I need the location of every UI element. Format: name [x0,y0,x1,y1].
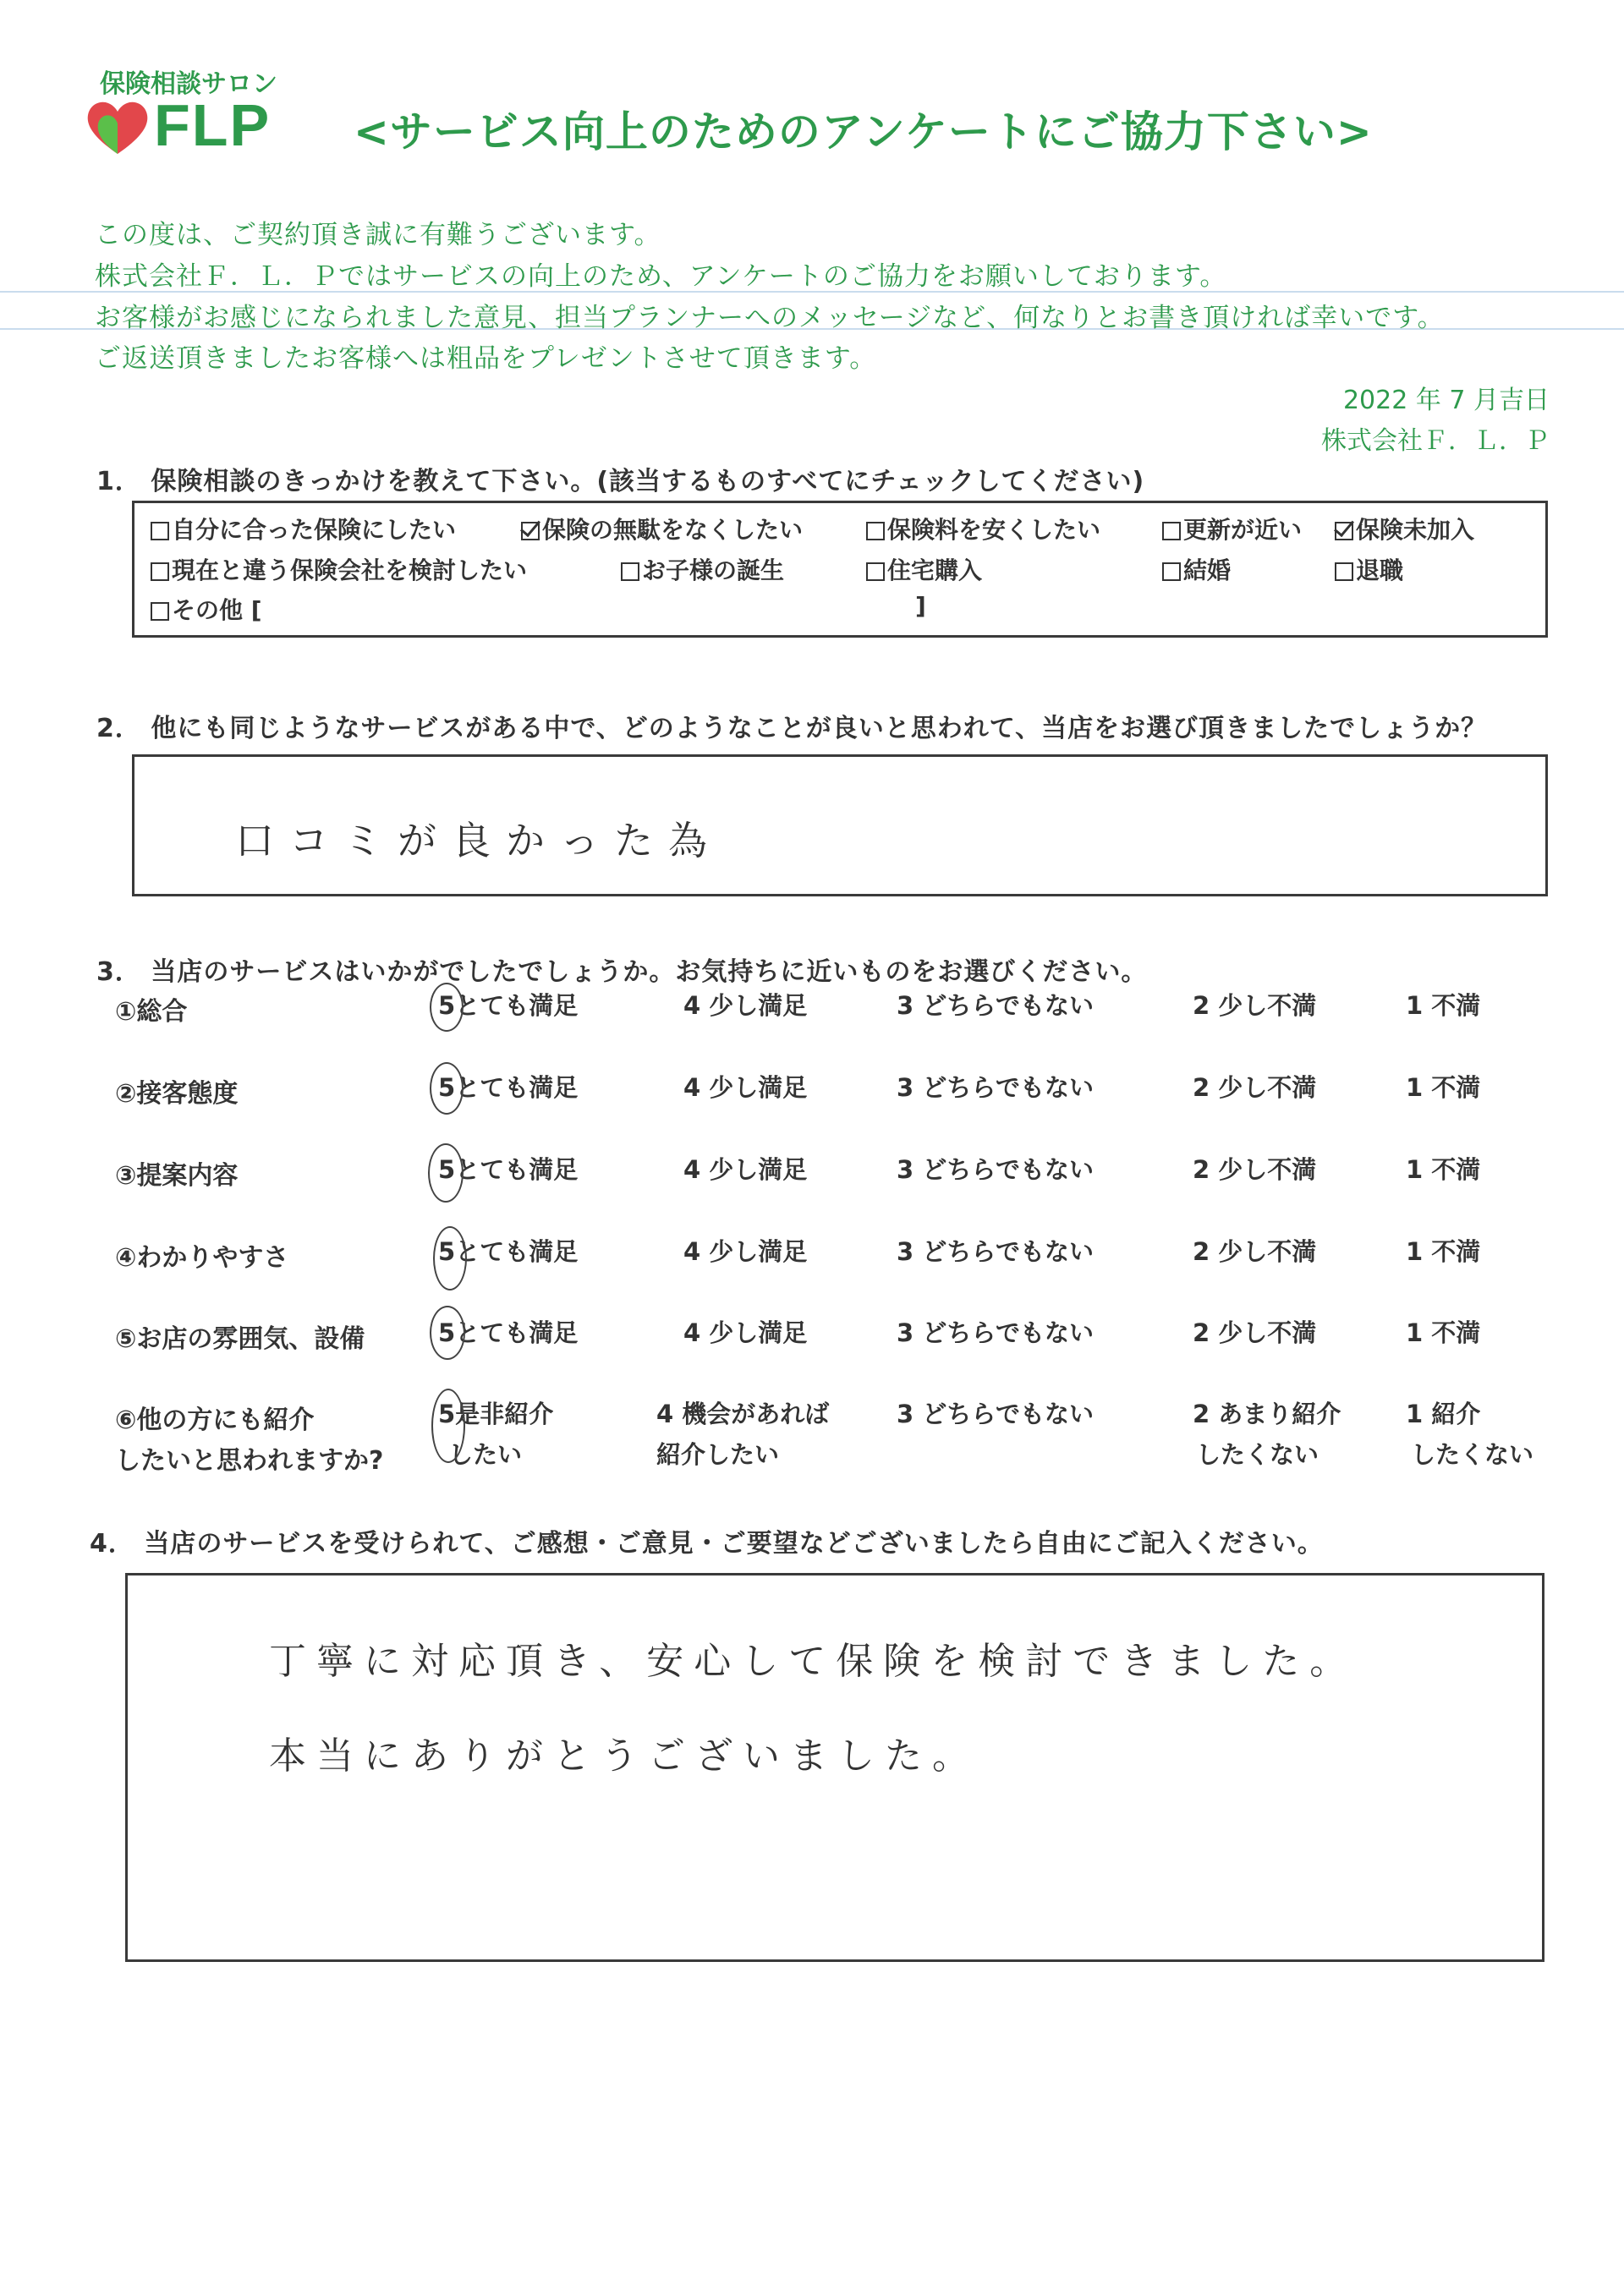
intro-line: 株式会社Ｆ．Ｌ．Ｐではサービスの向上のため、アンケートのご協力をお願いしております。 [95,261,1227,292]
selected-circle-mark [430,1306,465,1360]
selected-circle-mark [428,1143,464,1203]
checkbox-icon [621,562,639,581]
selected-circle-mark [431,1389,465,1463]
rating-option-5[interactable]: 5とても満足 [438,1237,579,1266]
rating-item-label: ⑤お店の雰囲気、設備 [115,1324,365,1354]
rating-option-1[interactable]: 1 不満 [1406,1155,1481,1184]
checkbox-option[interactable]: 保険未加入 [1335,512,1474,545]
rating-option-1[interactable]: 1 不満 [1406,1318,1481,1347]
rating-option-3[interactable]: 3 どちらでもない [897,1073,1094,1102]
rating-option-4[interactable]: 4 機会があれば [656,1400,830,1428]
rating-option-5[interactable]: 5とても満足 [438,1073,579,1102]
checkbox-icon [1335,562,1353,581]
checkbox-icon [866,522,885,540]
question-2-answer: 口コミが良かった為 [235,818,722,863]
checkbox-icon [151,602,169,621]
rating-option-5[interactable]: 5とても満足 [438,1155,579,1184]
rating-option-5[interactable]: 5是非紹介 [438,1400,554,1428]
company-name: 株式会社Ｆ．Ｌ．Ｐ [1321,426,1550,456]
checkbox-option[interactable]: 保険の無駄をなくしたい [521,512,803,545]
rating-item-label: ③提案内容 [115,1161,239,1191]
rating-option-3[interactable]: 3 どちらでもない [897,1237,1094,1266]
rating-option-4[interactable]: 4 少し満足 [683,1073,808,1102]
checkbox-checked-icon [1335,522,1353,540]
rating-item-label: ④わかりやすさ [115,1243,289,1273]
checkbox-option-other[interactable]: その他 [ [151,592,262,626]
question-2-label: 2． 他にも同じようなサービスがある中で、どのようなことが良いと思われて、当店をお選び頂きましたでしょうか？ [96,714,1488,743]
question-4-label: 4． 当店のサービスを受けられて、ご感想・ご意見・ご要望などございましたら自由にご記入ください。 [90,1529,1324,1559]
rating-option-3[interactable]: 3 どちらでもない [897,1318,1094,1347]
checkbox-checked-icon [521,522,540,540]
rating-option-2[interactable]: 2 少し不満 [1193,1155,1317,1184]
rating-item-label: ⑥他の方にも紹介 [115,1406,315,1435]
rating-option-3[interactable]: 3 どちらでもない [897,1400,1094,1428]
rating-option-1-line2: したくない [1411,1440,1534,1469]
rating-option-3[interactable]: 3 どちらでもない [897,1155,1094,1184]
checkbox-option[interactable]: 結婚 [1162,552,1231,586]
checkbox-option[interactable]: 保険料を安くしたい [866,512,1100,545]
question-4-answer-line: 丁寧に対応頂き、安心して保険を検討できました。 [269,1640,1358,1683]
rating-option-4[interactable]: 4 少し満足 [683,991,808,1020]
brand-name: FLP [154,92,272,158]
rating-option-4[interactable]: 4 少し満足 [683,1155,808,1184]
survey-date: 2022 年 7 月吉日 [1342,386,1550,415]
rating-option-5[interactable]: 5とても満足 [438,1318,579,1347]
checkbox-option[interactable]: 現在と違う保険会社を検討したい [151,552,527,586]
rating-item-label: したいと思われますか? [115,1446,384,1476]
question-1-label: 1． 保険相談のきっかけを教えて下さい。(該当するものすべてにチェックしてください) [96,467,1145,496]
rating-option-5[interactable]: 5とても満足 [438,991,579,1020]
question-4-answer-line: 本当にありがとうございました。 [269,1734,979,1778]
checkbox-option[interactable]: 自分に合った保険にしたい [151,512,456,545]
heart-icon [85,96,151,157]
intro-line: この度は、ご契約頂き誠に有難うございます。 [95,220,661,250]
checkbox-option[interactable]: 更新が近い [1162,512,1302,545]
brand-logo [85,59,288,161]
selected-circle-mark [430,1062,464,1115]
page-title: <サービス向上のためのアンケートにご協力下さい> [354,107,1373,156]
rating-item-label: ②接客態度 [115,1079,239,1109]
rating-option-4[interactable]: 4 少し満足 [683,1237,808,1266]
rating-option-2[interactable]: 2 少し不満 [1193,1073,1317,1102]
rating-option-3[interactable]: 3 どちらでもない [897,991,1094,1020]
rating-option-4[interactable]: 4 少し満足 [683,1318,808,1347]
intro-line: ご返送頂きましたお客様へは粗品をプレゼントさせて頂きます。 [95,343,877,374]
intro-line: お客様がお感じになられました意見、担当プランナーへのメッセージなど、何なりとお書き頂ければ幸いです。 [95,303,1445,333]
rating-option-2[interactable]: 2 少し不満 [1193,1237,1317,1266]
checkbox-icon [1162,562,1181,581]
checkbox-icon [1162,522,1181,540]
selected-circle-mark [433,1226,467,1290]
question-3-label: 3． 当店のサービスはいかがでしたでしょうか。お気持ちに近いものをお選びください。 [96,957,1148,987]
checkbox-icon [866,562,885,581]
checkbox-icon [151,562,169,581]
other-bracket-close: ] [915,592,926,620]
rating-option-2-line2: したくない [1196,1440,1320,1469]
brand-tagline: 保険相談サロン [100,69,277,99]
rating-option-1[interactable]: 1 不満 [1406,991,1481,1020]
rating-option-2[interactable]: 2 あまり紹介 [1193,1400,1341,1428]
rating-option-4-line2: 紹介したい [656,1440,780,1469]
checkbox-option[interactable]: 住宅購入 [866,552,982,586]
checkbox-icon [151,522,169,540]
rating-option-1[interactable]: 1 不満 [1406,1073,1481,1102]
selected-circle-mark [430,983,464,1032]
rating-option-1[interactable]: 1 紹介 [1406,1400,1481,1428]
checkbox-option[interactable]: 退職 [1335,552,1403,586]
rating-option-5-line2: したい [448,1440,523,1469]
rating-option-2[interactable]: 2 少し不満 [1193,991,1317,1020]
rating-option-1[interactable]: 1 不満 [1406,1237,1481,1266]
checkbox-option[interactable]: お子様の誕生 [621,552,784,586]
rating-item-label: ①総合 [115,997,188,1027]
rating-option-2[interactable]: 2 少し不満 [1193,1318,1317,1347]
